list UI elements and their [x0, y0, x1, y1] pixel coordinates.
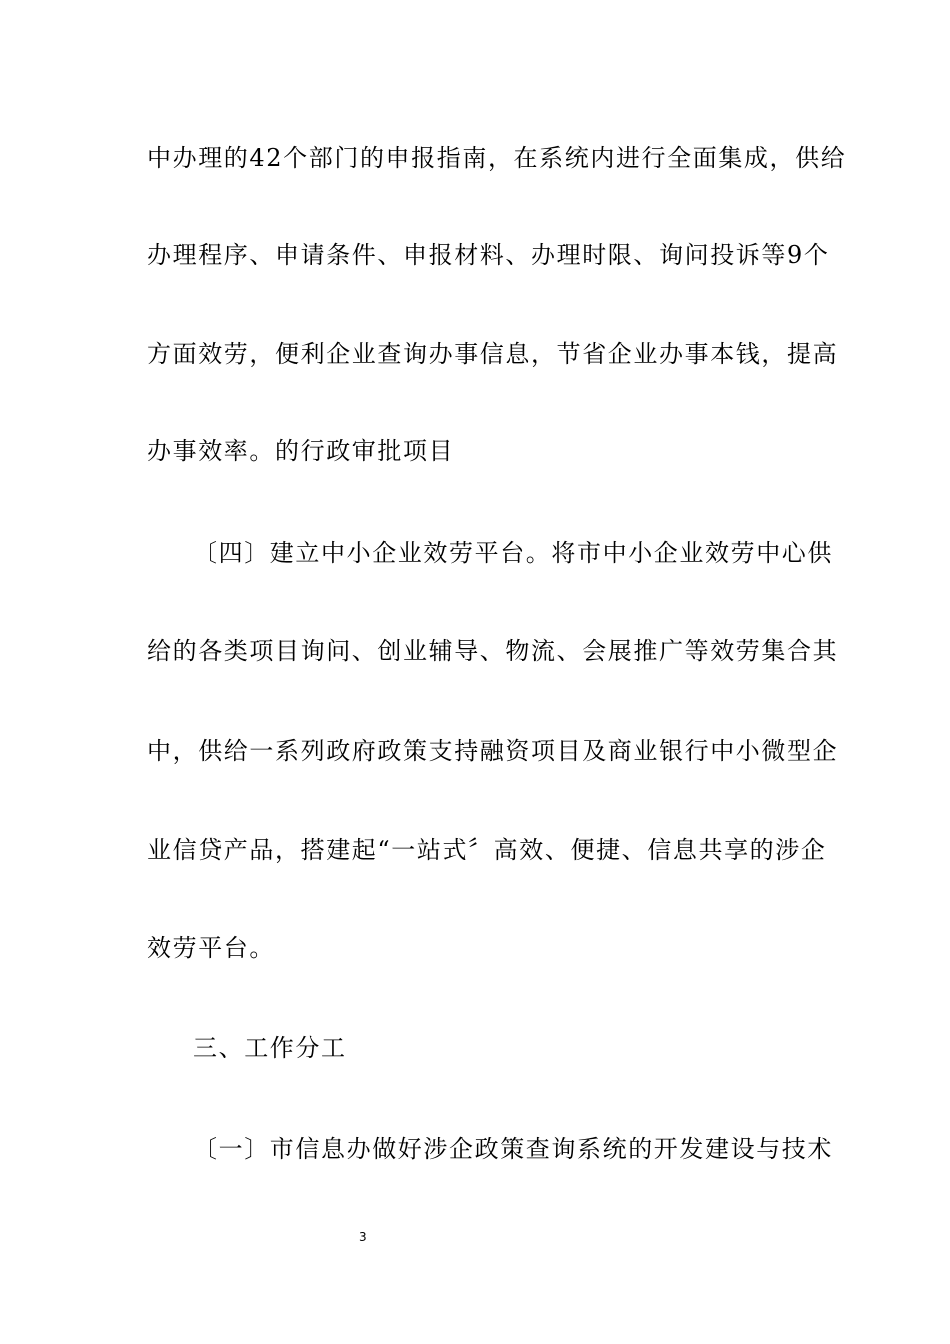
page-number: 3: [359, 1230, 367, 1244]
paragraph-start-line: 〔一〕市信息办做好涉企政策查询系统的开发建设与技术: [193, 1135, 833, 1163]
body-text-line: 办事效率。的行政审批项目: [147, 437, 455, 465]
body-text-line: 方面效劳，便利企业查询办事信息，节省企业办事本钱，提高: [147, 340, 839, 368]
section-heading: 三、工作分工: [193, 1034, 347, 1062]
body-text-line: 中，供给一系列政府政策支持融资项目及商业银行中小微型企: [147, 737, 839, 765]
body-text-line: 效劳平台。: [147, 934, 275, 962]
body-text-line: 办理程序、申请条件、申报材料、办理时限、询问投诉等9个: [147, 241, 830, 269]
body-text-line: 业信贷产品，搭建起“一站式〞高效、便捷、信息共享的涉企: [147, 836, 827, 864]
body-text-line: 中办理的42个部门的申报指南，在系统内进行全面集成，供给: [147, 144, 847, 172]
paragraph-start-line: 〔四〕建立中小企业效劳平台。将市中小企业效劳中心供: [193, 539, 833, 567]
body-text-line: 给的各类项目询问、创业辅导、物流、会展推广等效劳集合其: [147, 637, 839, 665]
